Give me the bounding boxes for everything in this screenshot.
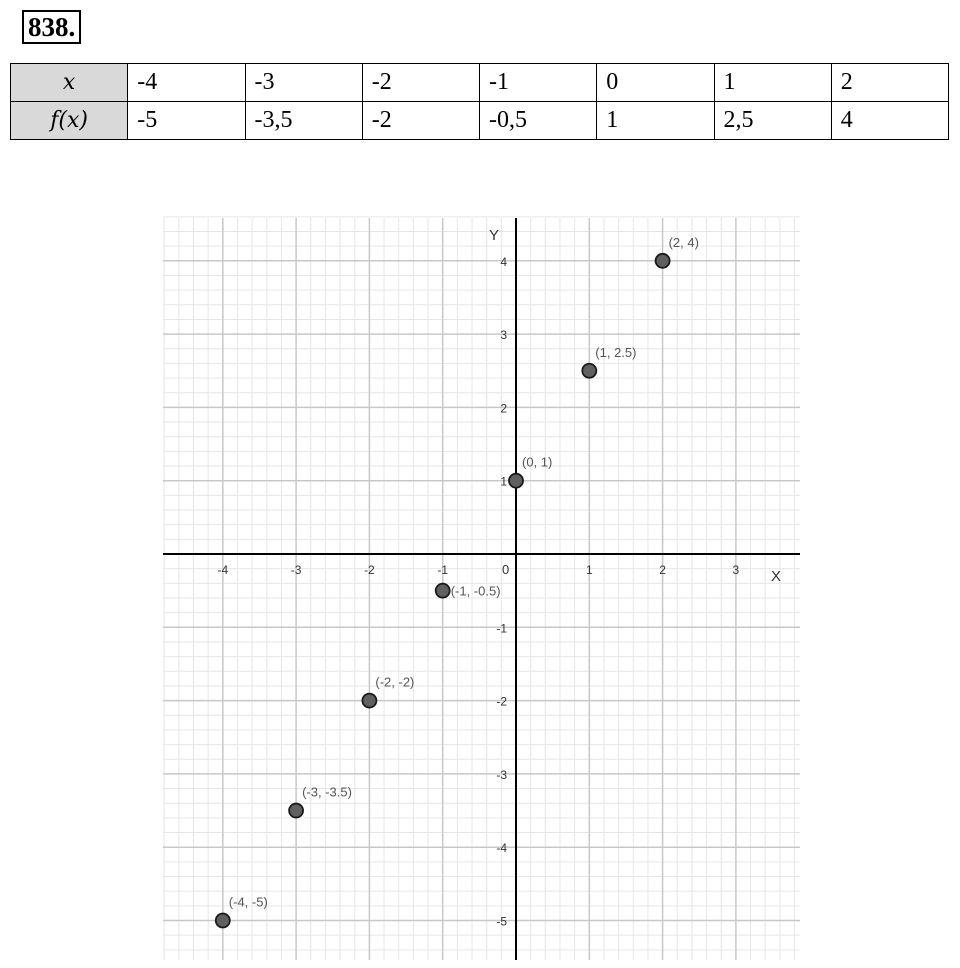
point-label: (-4, -5)	[228, 894, 268, 910]
y-tick-label: 4	[500, 254, 507, 269]
point-label: (0, 1)	[522, 454, 553, 470]
x-cell: -3	[245, 64, 362, 102]
fx-cell: 1	[597, 102, 714, 140]
x-axis-label: X	[771, 568, 782, 585]
fx-cell: -5	[128, 102, 245, 140]
y-tick-label: -2	[496, 694, 507, 709]
problem-number: 838.	[22, 10, 81, 44]
data-point	[656, 254, 670, 268]
point-label: (-3, -3.5)	[302, 784, 352, 800]
x-tick-label: 3	[732, 563, 740, 577]
fx-header: f(x)	[11, 102, 128, 140]
fx-cell: 4	[831, 102, 948, 140]
y-tick-label: -1	[496, 621, 507, 636]
x-tick-label: 1	[585, 563, 593, 577]
fx-cell: -2	[362, 102, 479, 140]
data-point	[582, 364, 596, 378]
point-label: (2, 4)	[668, 234, 699, 250]
y-axis-label: Y	[489, 227, 500, 244]
x-tick-label: -1	[437, 563, 449, 577]
y-tick-label: 2	[500, 401, 507, 416]
data-point	[509, 474, 523, 488]
x-tick-label: -3	[290, 563, 302, 577]
x-cell: -4	[128, 64, 245, 102]
x-cell: 1	[714, 64, 831, 102]
data-point	[216, 914, 230, 928]
x-cell: 2	[831, 64, 948, 102]
x-tick-label: -2	[364, 563, 375, 577]
data-point	[289, 804, 303, 818]
x-cell: 0	[597, 64, 714, 102]
origin-label: 0	[502, 562, 510, 577]
x-cell: -2	[362, 64, 479, 102]
fx-cell: 2,5	[714, 102, 831, 140]
point-label: (-1, -0.5)	[450, 583, 501, 599]
fx-cell: -0,5	[480, 102, 597, 140]
data-point	[436, 584, 450, 598]
y-tick-label: 1	[500, 474, 507, 489]
data-point	[362, 694, 376, 708]
x-tick-label: -4	[217, 563, 229, 577]
x-header: x	[11, 64, 128, 102]
y-tick-label: -3	[496, 767, 507, 782]
fx-cell: -3,5	[245, 102, 362, 140]
y-tick-label: -5	[496, 914, 507, 929]
point-label: (-2, -2)	[375, 674, 415, 690]
x-cell: -1	[480, 64, 597, 102]
x-tick-label: 2	[659, 563, 666, 577]
y-tick-label: 3	[500, 328, 507, 343]
y-tick-label: -4	[496, 841, 507, 856]
point-label: (1, 2.5)	[595, 344, 637, 360]
